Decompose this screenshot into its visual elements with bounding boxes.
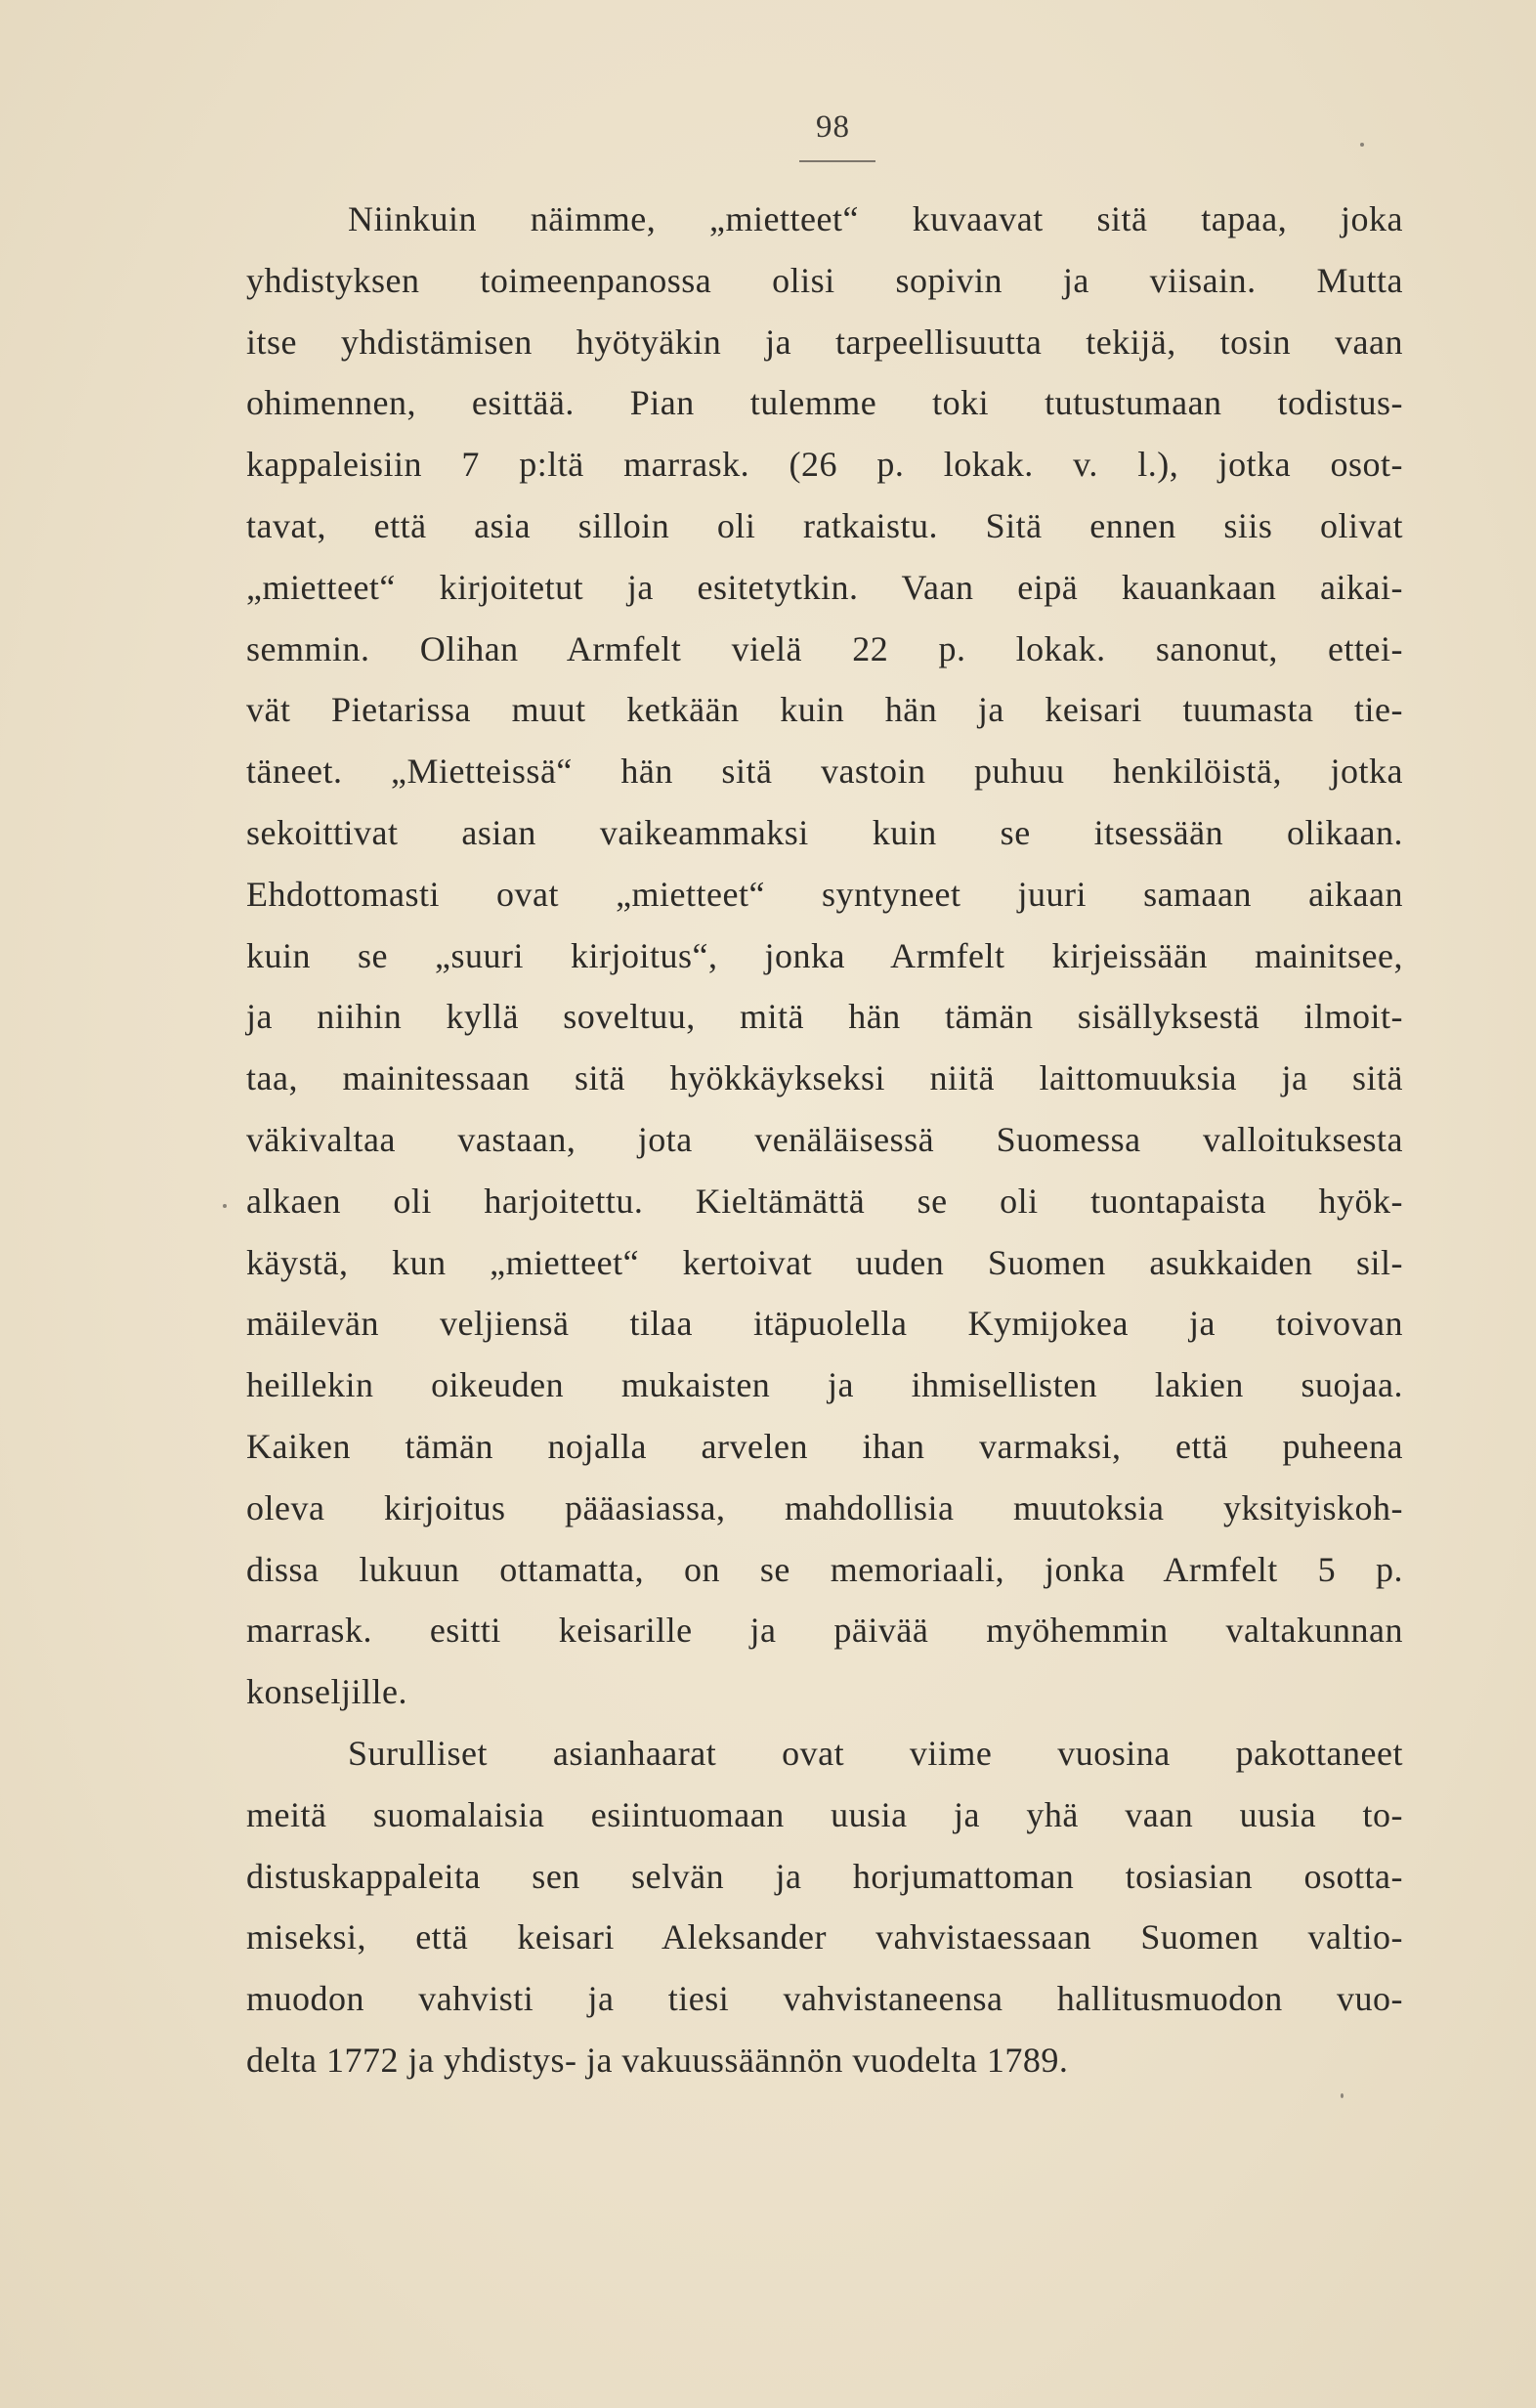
- text-line: taa, mainitessaan sitä hyökkäykseksi niitä laittomuuksia ja sitä: [246, 1058, 1403, 1098]
- header-rule: [799, 160, 875, 162]
- text-line: mäilevän veljiensä tilaa itäpuolella Kymijokea ja toivovan: [246, 1304, 1403, 1344]
- text-line: Niinkuin näimme, „mietteet“ kuvaavat sitä tapaa, joka: [348, 199, 1403, 238]
- text-line: vät Pietarissa muut ketkään kuin hän ja keisari tuumasta tie-: [246, 690, 1403, 730]
- text-line: ohimennen, esittää. Pian tulemme toki tutustumaan todistus-: [246, 383, 1403, 423]
- text-line: väkivaltaa vastaan, jota venäläisessä Suomessa valloituksesta: [246, 1119, 1403, 1159]
- text-line: marrask. esitti keisarille ja päivää myöhemmin valtakunnan: [246, 1611, 1403, 1651]
- body-text: [246, 189, 1403, 2091]
- text-line: sekoittivat asian vaikeammaksi kuin se itsessään olikaan.: [246, 812, 1403, 852]
- text-line: oleva kirjoitus pääasiassa, mahdollisia muutoksia yksityiskoh-: [246, 1487, 1403, 1527]
- paragraph: [246, 189, 1403, 1723]
- paragraph: [246, 1723, 1403, 2091]
- text-line: muodon vahvisti ja tiesi vahvistaneensa hallitusmuodon vuo-: [246, 1979, 1403, 2019]
- text-line: dissa lukuun ottamatta, on se memoriaali, jonka Armfelt 5 p.: [246, 1549, 1403, 1589]
- text-line: kuin se „suuri kirjoitus“, jonka Armfelt kirjeissään mainitsee,: [246, 935, 1403, 975]
- text-line: käystä, kun „mietteet“ kertoivat uuden Suomen asukkaiden sil-: [246, 1242, 1403, 1282]
- text-line: Kaiken tämän nojalla arvelen ihan varmaksi, että puheena: [246, 1426, 1403, 1466]
- text-line: heillekin oikeuden mukaisten ja ihmisellisten lakien suojaa.: [246, 1365, 1403, 1405]
- text-line: miseksi, että keisari Aleksander vahvistaessaan Suomen valtio-: [246, 1917, 1403, 1957]
- text-line: semmin. Olihan Armfelt vielä 22 p. lokak. sanonut, ettei-: [246, 628, 1403, 668]
- text-line: tavat, että asia silloin oli ratkaistu. Sitä ennen siis olivat: [246, 505, 1403, 545]
- text-line: ja niihin kyllä soveltuu, mitä hän tämän sisällyksestä ilmoit-: [246, 997, 1403, 1037]
- text-line: yhdistyksen toimeenpanossa olisi sopivin ja viisain. Mutta: [246, 260, 1403, 300]
- text-line: konseljille.: [246, 1672, 407, 1712]
- text-line: itse yhdistämisen hyötyäkin ja tarpeellisuutta tekijä, tosin vaan: [246, 322, 1403, 362]
- text-line: distuskappaleita sen selvän ja horjumattoman tosiasian osotta-: [246, 1856, 1403, 1896]
- print-speck: [223, 1204, 227, 1208]
- print-speck: [1360, 143, 1364, 147]
- text-line: Ehdottomasti ovat „mietteet“ syntyneet juuri samaan aikaan: [246, 874, 1403, 914]
- text-line: alkaen oli harjoitettu. Kieltämättä se oli tuontapaista hyök-: [246, 1181, 1403, 1221]
- text-line: meitä suomalaisia esiintuomaan uusia ja yhä vaan uusia to-: [246, 1794, 1403, 1834]
- text-line: Surulliset asianhaarat ovat viime vuosina pakottaneet: [348, 1733, 1403, 1773]
- text-line: „mietteet“ kirjoitetut ja esitetytkin. Vaan eipä kauankaan aikai-: [246, 567, 1403, 607]
- page-number: 98: [816, 109, 850, 145]
- text-line: delta 1772 ja yhdistys- ja vakuussäännön vuodelta 1789.: [246, 2040, 1069, 2080]
- text-line: kappaleisiin 7 p:ltä marrask. (26 p. lokak. v. l.), jotka osot-: [246, 445, 1403, 485]
- text-line: täneet. „Mietteissä“ hän sitä vastoin puhuu henkilöistä, jotka: [246, 752, 1403, 792]
- print-speck: [1341, 2093, 1344, 2098]
